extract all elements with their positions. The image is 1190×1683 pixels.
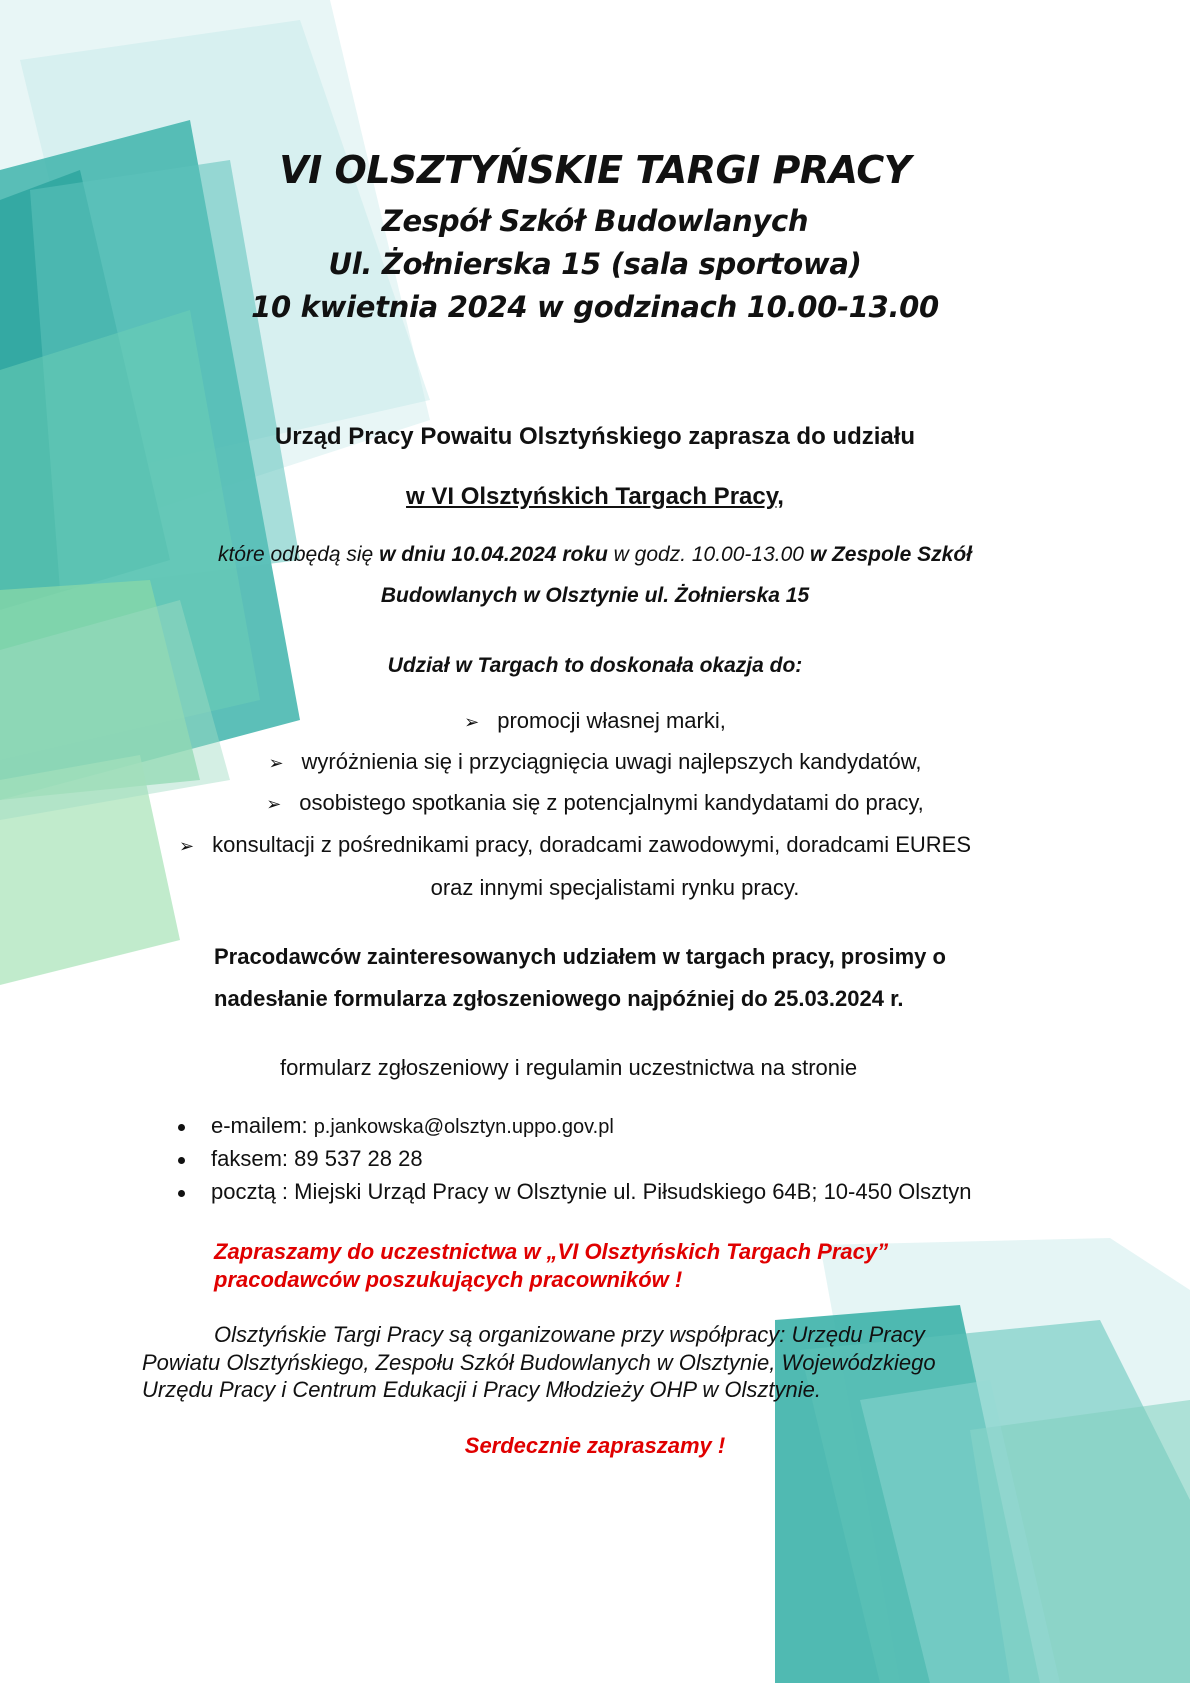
intro-date: w dniu 10.04.2024 roku [379,543,608,566]
bullet-dot-icon [178,1190,185,1197]
page-title: VI OLSZTYŃSKIE TARGI PRACY [279,148,911,192]
venue-line: Zespół Szkół Budowlanych [381,204,809,238]
opportunity-item [0,832,1170,858]
cooperation-line-3: Urzędu Pracy i Centrum Edukacji i Pracy Młodzieży OHP w Olsztynie. [142,1377,821,1402]
closing-line: Serdecznie zapraszamy ! [464,1433,726,1458]
contact-label: faksem: [211,1146,295,1171]
address-line: Ul. Żołnierska 15 (sala sportowa) [328,247,862,281]
contact-value: Miejski Urząd Pracy w Olsztynie ul. Piłsudskiego 64B; 10-450 Olsztyn [294,1179,972,1204]
intro-place: w Zespole Szkół [809,543,973,566]
datetime-line: 10 kwietnia 2024 w godzinach 10.00-13.00 [251,290,939,324]
email-link[interactable]: p.jankowska@olsztyn.uppo.gov.pl [313,1116,614,1138]
contact-label: pocztą : [211,1179,295,1204]
contact-list [178,1109,972,1208]
opportunity-item [0,749,1190,775]
contact-fax [178,1142,972,1175]
intro-details [0,543,1190,567]
opportunity-item [0,708,1190,734]
opportunity-item-text: konsultacji z pośrednikami pracy, doradcami zawodowymi, doradcami EURES [212,832,971,857]
arrow-bullet-icon: ➢ [464,712,480,732]
invite-line-1: Zapraszamy do uczestnictwa w „VI Olsztyńskich Targach Pracy” [214,1239,889,1264]
intro-text-a: które odbędą się [217,543,380,566]
arrow-bullet-icon: ➢ [268,753,284,773]
opportunity-continuation: oraz innymi specjalistami rynku pracy. [430,875,800,900]
arrow-bullet-icon: ➢ [266,794,282,814]
opportunity-item [0,790,1190,816]
intro-address: Budowlanych w Olsztynie ul. Żołnierska 15 [380,584,810,607]
employers-line-1: Pracodawców zainteresowanych udziałem w targach pracy, prosimy o [214,944,946,969]
intro-heading: Urząd Pracy Powaitu Olsztyńskiego zaprasza do udziału [274,423,916,450]
bullet-dot-icon [178,1124,185,1131]
bullet-dot-icon [178,1157,185,1164]
employers-line-2: nadesłanie formularza zgłoszeniowego najpóźniej do 25.03.2024 r. [214,986,904,1011]
opportunity-item-text: promocji własnej marki, [497,708,726,733]
form-info: formularz zgłoszeniowy i regulamin uczestnictwa na stronie [280,1055,858,1080]
intro-event-name: w VI Olsztyńskich Targach Pracy, [406,483,784,510]
cooperation-line-1: Olsztyńskie Targi Pracy są organizowane przy współpracy: Urzędu Pracy [214,1322,925,1347]
opportunity-item-text: wyróżnienia się i przyciągnięcia uwagi najlepszych kandydatów, [301,749,922,774]
intro-text-c: w godz. 10.00-13.00 [607,543,810,566]
contact-post [178,1175,972,1208]
invite-line-2: pracodawców poszukujących pracowników ! [214,1267,683,1292]
opportunity-heading: Udział w Targach to doskonała okazja do: [387,654,803,677]
contact-value: 89 537 28 28 [294,1146,423,1171]
contact-email [178,1109,972,1142]
cooperation-line-2: Powiatu Olsztyńskiego, Zespołu Szkół Budowlanych w Olsztynie, Wojewódzkiego [142,1350,936,1375]
opportunity-item-text: osobistego spotkania się z potencjalnymi kandydatami do pracy, [299,790,924,815]
contact-label: e-mailem: [211,1113,314,1138]
arrow-bullet-icon: ➢ [179,836,195,856]
